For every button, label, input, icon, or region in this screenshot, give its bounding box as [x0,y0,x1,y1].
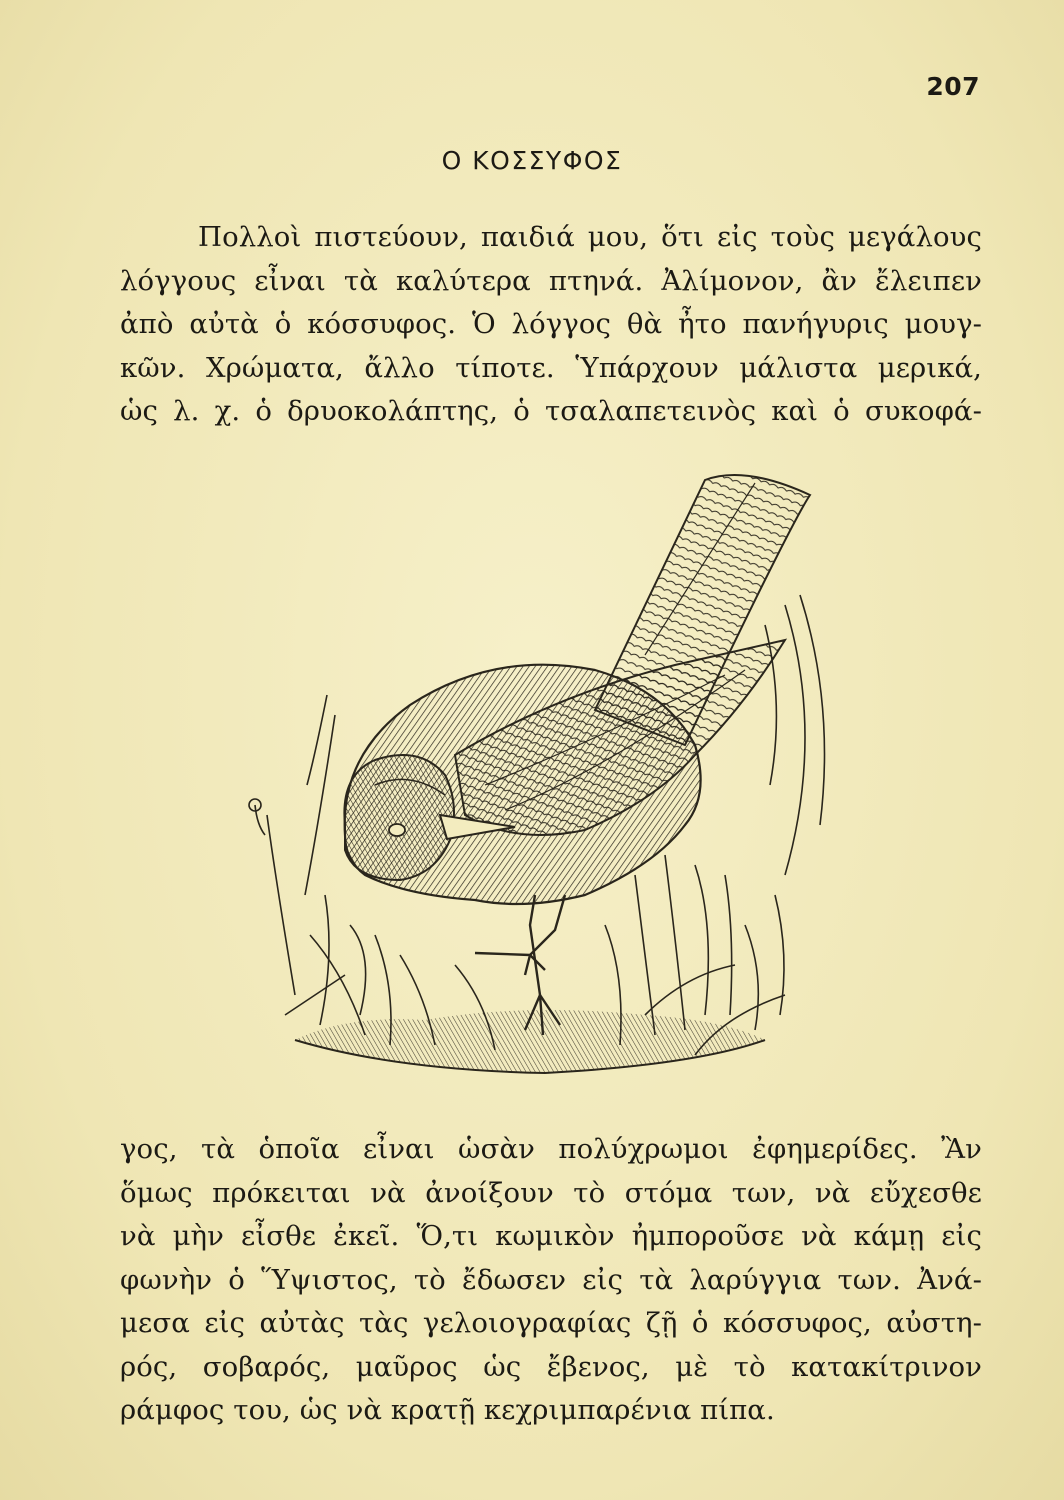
text-line: ράμφος του, ὡς νὰ κρατῇ κεχριμπαρένια πίπα. [120,1394,775,1426]
text-line: Πολλοὶ πιστεύουν, παιδιά μου, ὅτι εἰς τοὺς μεγάλους [198,221,982,253]
text-line: κῶν. Χρώματα, ἄλλο τίποτε. Ὑπάρχουν μάλιστα μερικά, [120,351,982,384]
text-line: λόγγους εἶναι τὰ καλύτερα πτηνά. Ἀλίμονον, ἂν ἔλειπεν [120,264,982,297]
paragraph-bottom [120,1128,982,1433]
text-line: ἀπὸ αὐτὰ ὁ κόσσυφος. Ὁ λόγγος θὰ ἦτο πανήγυρις μουγ- [120,308,982,340]
chapter-title: Ο ΚΟΣΣΥΦΟΣ [441,146,623,175]
text-line: γος, τὰ ὁποῖα εἶναι ὡσὰν πολύχρωμοι ἐφημερίδες. Ἂν [120,1133,982,1165]
text-line: ὡς λ. χ. ὁ δρυοκολάπτης, ὁ τσαλαπετεινὸς καὶ ὁ συκοφά- [120,395,982,427]
page-number: 207 [926,72,980,101]
text-line: νὰ μὴν εἶσθε ἐκεῖ. Ὅ,τι κωμικὸν ἠμποροῦσε νὰ κάμῃ εἰς [120,1220,982,1252]
blackbird-illustration [225,455,845,1095]
text-line: ρός, σοβαρός, μαῦρος ὡς ἔβενος, μὲ τὸ κατακίτρινον [120,1350,982,1383]
text-line: ὅμως πρόκειται νὰ ἀνοίξουν τὸ στόμα των, νὰ εὔχεσθε [120,1176,982,1209]
text-line: μεσα εἰς αὐτὰς τὰς γελοιογραφίας ζῇ ὁ κόσσυφος, αὐστη- [120,1307,982,1339]
paragraph-top [120,216,982,434]
text-line: φωνὴν ὁ Ὕψιστος, τὸ ἔδωσεν εἰς τὰ λαρύγγια των. Ἀνά- [120,1263,982,1296]
